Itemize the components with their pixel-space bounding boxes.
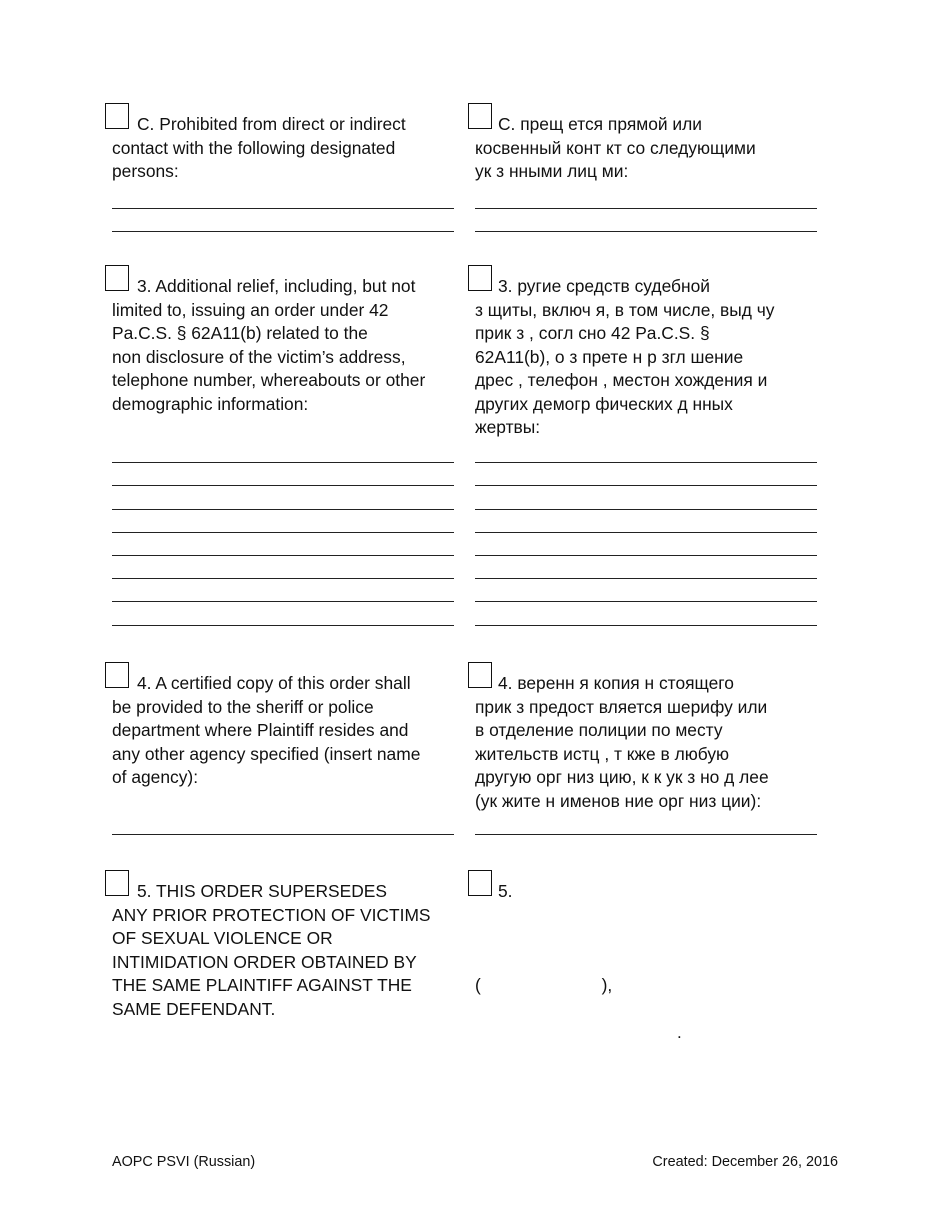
section-c-ru-blank-lines[interactable] [475,186,817,232]
section-4-ru-text: 4. веренн я копия н стоящего прик з предост вляется шерифу или в отделение полиции по месту жительств истц , т кже в любую другую орг низ цию, к к ук з но д лее (ук жите н именов ние орг низ ции): [475,673,769,811]
section-c-ru-checkbox[interactable] [468,103,492,129]
section-5-english [112,880,457,1021]
section-3-ru-checkbox[interactable] [468,265,492,291]
section-c-blank-lines[interactable] [112,186,454,232]
section-5-russian [475,880,820,904]
section-3-blank-lines[interactable] [112,440,454,626]
section-3-russian [475,275,820,440]
section-4-ru-blank-line[interactable] [475,812,817,835]
section-5-text: 5. THIS ORDER SUPERSEDES ANY PRIOR PROTECTION OF VICTIMS OF SEXUAL VIOLENCE OR INTIMIDATION ORDER OBTAINED BY THE SAME PLAINTIFF AGAINST THE SAME DEFENDANT. [112,881,431,1019]
section-3-english [112,275,457,416]
footer-form-id: AOPC PSVI (Russian) [112,1154,256,1170]
section-3-ru-text: 3. ругие средств судебной з щиты, включ я, в том числе, выд чу прик з , согл сно 42 Pa.C.S. § 62A11(b), о з прете н р згл шение дрес , телефон , местон хождения и других демогр фических д нных жертвы: [475,276,775,437]
section-c-english [112,113,457,184]
section-c-ru-text: C. прещ ется прямой или косвенный конт кт со следующими ук з нными лиц ми: [475,114,756,181]
section-5-checkbox[interactable] [105,870,129,896]
section-5-ru-period: . [677,1023,682,1042]
section-4-blank-line[interactable] [112,812,454,835]
section-4-ru-checkbox[interactable] [468,662,492,688]
section-5-ru-parenthetical: ( ), [475,975,613,995]
section-3-checkbox[interactable] [105,265,129,291]
footer-created-date: Created: December 26, 2016 [652,1154,838,1170]
section-4-text: 4. A certified copy of this order shall be provided to the sheriff or police department where Plaintiff resides and any other agency specified (insert name of agency): [112,673,421,787]
section-4-checkbox[interactable] [105,662,129,688]
section-c-text: C. Prohibited from direct or indirect contact with the following designated persons: [112,114,406,181]
section-4-english [112,672,457,790]
section-3-ru-blank-lines[interactable] [475,440,817,626]
section-5-ru-checkbox[interactable] [468,870,492,896]
section-3-text: 3. Additional relief, including, but not limited to, issuing an order under 42 Pa.C.S. § 62A11(b) related to the non disclosure of the victim’s address, telephone number, whereabouts or other demographic information: [112,276,426,414]
section-4-russian [475,672,820,813]
section-c-russian [475,113,820,184]
section-5-ru-text: 5. [498,881,513,901]
section-c-checkbox[interactable] [105,103,129,129]
